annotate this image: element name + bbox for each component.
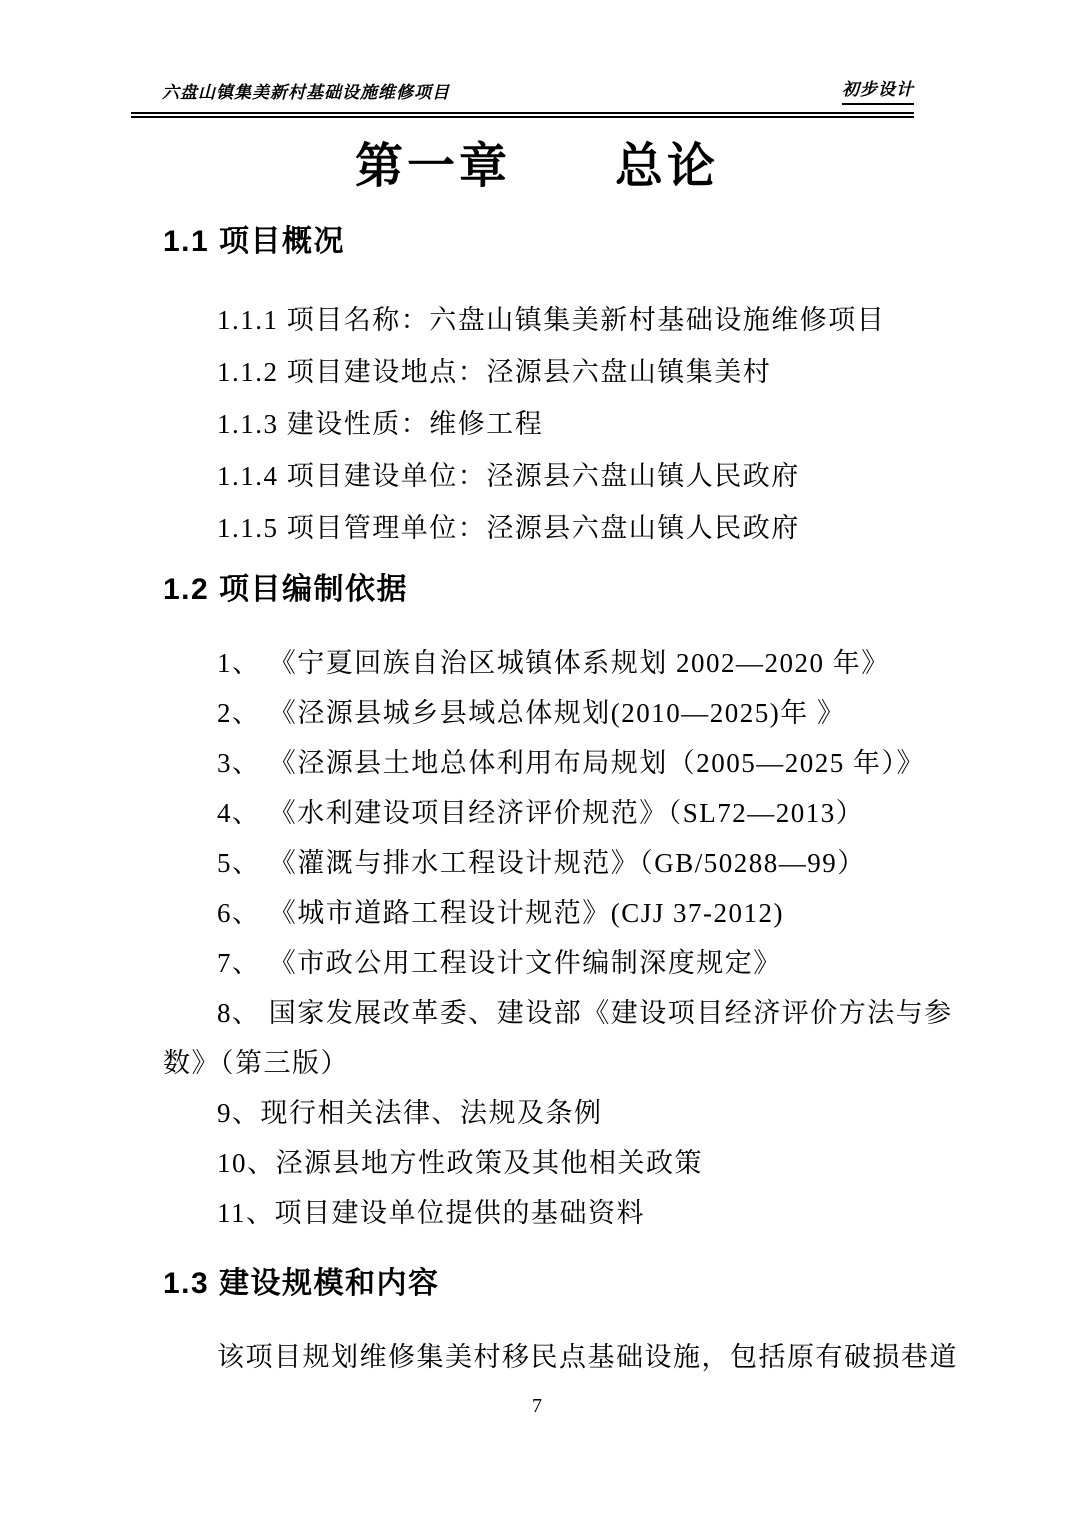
- list-item: 5、 《灌溉与排水工程设计规范》（GB/50288—99）: [217, 848, 866, 878]
- header-project-title: 六盘山镇集美新村基础设施维修项目: [162, 83, 450, 102]
- list-item: 1.1.4 项目建设单位：泾源县六盘山镇人民政府: [217, 461, 800, 491]
- chapter-title: 第一章 总论: [354, 140, 719, 193]
- list-item: 10、泾源县地方性政策及其他相关政策: [217, 1148, 703, 1178]
- section-3-paragraph: 该项目规划维修集美村移民点基础设施，包括原有破损巷道: [217, 1342, 958, 1372]
- list-item: 1.1.2 项目建设地点：泾源县六盘山镇集美村: [217, 357, 772, 387]
- list-item: 6、 《城市道路工程设计规范》(CJJ 37-2012): [217, 898, 784, 928]
- list-item: 11、项目建设单位提供的基础资料: [217, 1198, 645, 1228]
- section-3-heading: 1.3 建设规模和内容: [163, 1267, 440, 1300]
- list-item: 1.1.1 项目名称：六盘山镇集美新村基础设施维修项目: [217, 305, 886, 335]
- page-header: [131, 0, 914, 118]
- list-item-continuation: 数》（第三版）: [163, 1048, 349, 1078]
- list-item: 4、 《水利建设项目经济评价规范》（SL72—2013）: [217, 798, 865, 828]
- section-1-items: [163, 294, 944, 554]
- section-2-items: [163, 638, 953, 1238]
- page-number-footer: [0, 1393, 1074, 1419]
- list-item: 2、 《泾源县城乡县域总体规划(2010—2025)年 》: [217, 698, 846, 728]
- list-item: 1.1.3 建设性质：维修工程: [217, 409, 544, 439]
- list-item: 1、 《宁夏回族自治区城镇体系规划 2002—2020 年》: [217, 648, 890, 678]
- section-1-heading: 1.1 项目概况: [163, 225, 346, 258]
- list-item: 3、 《泾源县土地总体利用布局规划（2005—2025 年）》: [217, 748, 925, 778]
- list-item: 9、现行相关法律、法规及条例: [217, 1098, 603, 1128]
- list-item: 1.1.5 项目管理单位：泾源县六盘山镇人民政府: [217, 513, 800, 543]
- header-doc-type: 初步设计: [842, 78, 914, 105]
- page-number: 7: [532, 1395, 542, 1417]
- list-item: 8、 国家发展改革委、建设部《建设项目经济评价方法与参: [217, 998, 953, 1028]
- section-2-heading: 1.2 项目编制依据: [163, 573, 409, 606]
- list-item: 7、 《市政公用工程设计文件编制深度规定》: [217, 948, 782, 978]
